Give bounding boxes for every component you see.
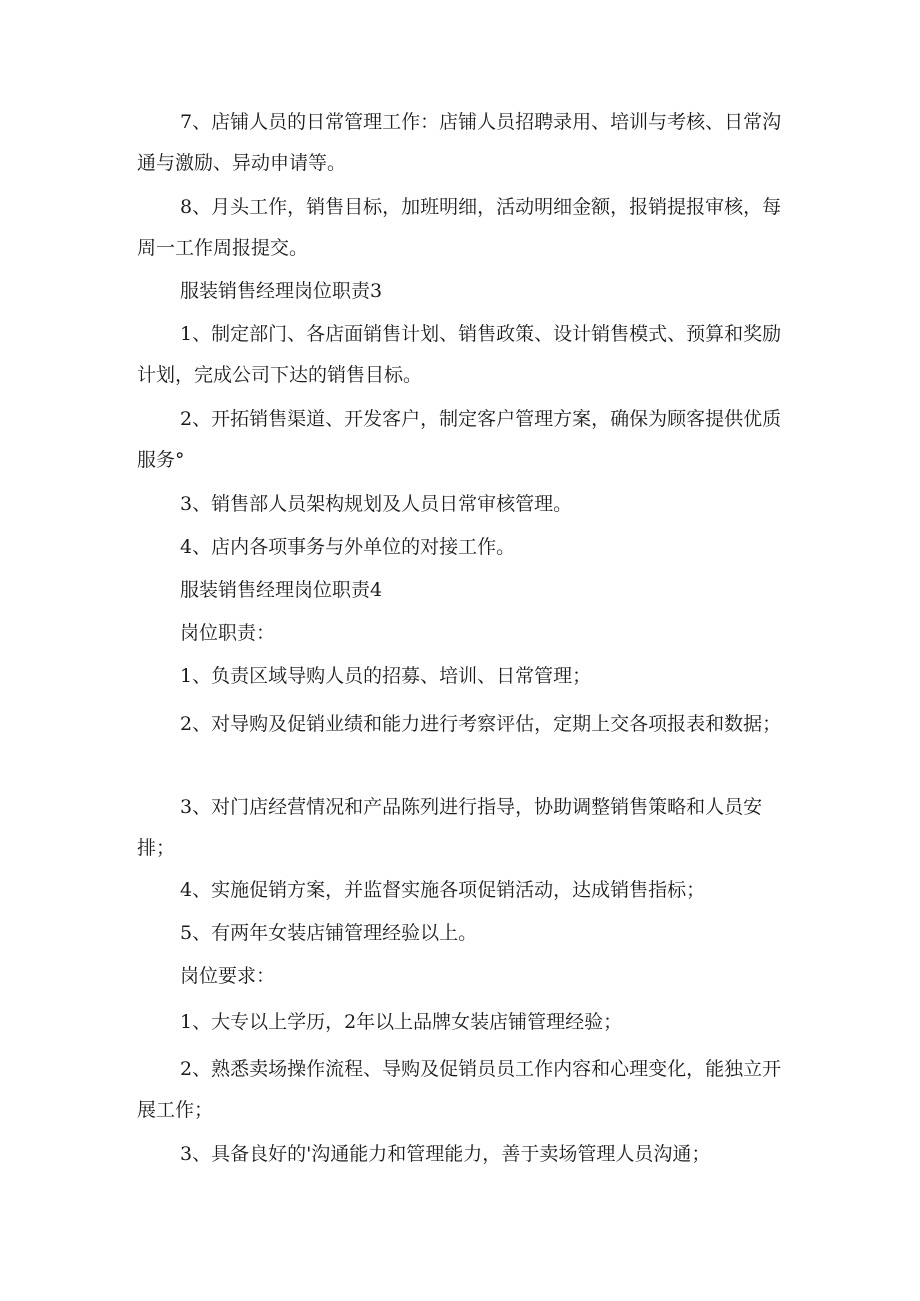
paragraph-performance-review: 2、对导购及促销业绩和能力进行考察评估，定期上交各项报表和数据； — [180, 713, 782, 735]
section-heading-3: 服装销售经理岗位职责3 — [180, 280, 383, 302]
paragraph-communication: 3、具备良好的'沟通能力和管理能力，善于卖场管理人员沟通； — [180, 1143, 711, 1165]
paragraph-experience: 5、有两年女装店铺管理经验以上。 — [180, 922, 478, 944]
paragraph-staff-structure: 3、销售部人员架构规划及人员日常审核管理。 — [180, 493, 573, 515]
paragraph-external-liaison: 4、店内各项事务与外单位的对接工作。 — [180, 536, 516, 558]
paragraph-store-staff-management: 7、店铺人员的日常管理工作：店铺人员招聘录用、培训与考核、日常沟通与激励、异动申请等。 — [137, 111, 782, 174]
paragraph-sales-plan: 1、制定部门、各店面销售计划、销售政策、设计销售模式、预算和奖励计划，完成公司下达的销售目标。 — [137, 323, 782, 386]
paragraph-promotion: 4、实施促销方案，并监督实施各项促销活动，达成销售指标； — [180, 879, 706, 901]
paragraph-sales-channels: 2、开拓销售渠道、开发客户，制定客户管理方案，确保为顾客提供优质服务° — [137, 408, 782, 471]
paragraph-store-guidance: 3、对门店经营情况和产品陈列进行指导，协助调整销售策略和人员安排； — [137, 796, 763, 859]
paragraph-education: 1、大专以上学历，2年以上品牌女装店铺管理经验； — [180, 1011, 623, 1033]
section-heading-4: 服装销售经理岗位职责4 — [180, 579, 383, 601]
paragraph-monthly-work: 8、月头工作，销售目标，加班明细，活动明细金额，报销提报审核，每周一工作周报提交。 — [137, 196, 782, 259]
paragraph-workflow-knowledge: 2、熟悉卖场操作流程、导购及促销员员工作内容和心理变化，能独立开展工作； — [137, 1058, 782, 1121]
paragraph-recruit-guides: 1、负责区域导购人员的招募、培训、日常管理； — [180, 665, 592, 687]
subheading-requirements: 岗位要求： — [180, 965, 276, 987]
subheading-responsibilities: 岗位职责： — [180, 622, 276, 644]
